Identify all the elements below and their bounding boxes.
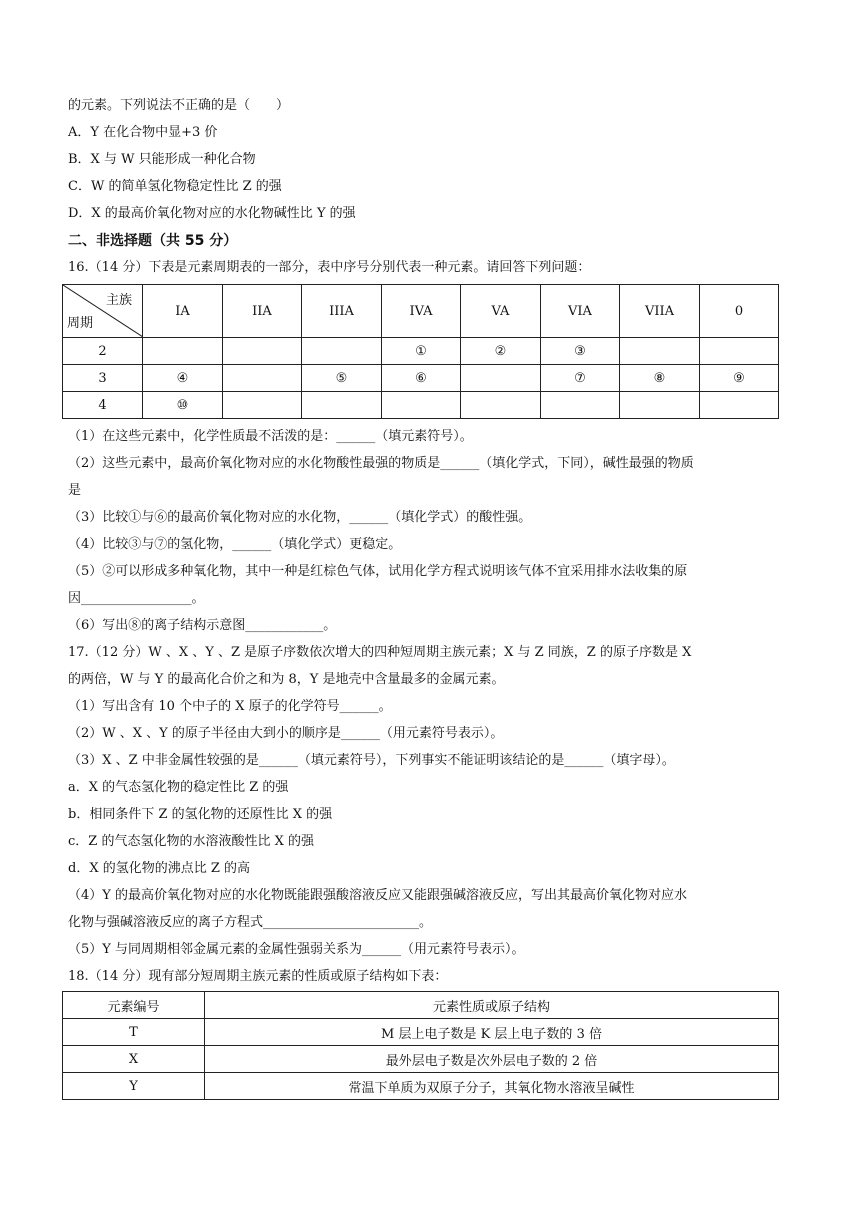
q15-option-a: A．Y 在化合物中显+3 价 xyxy=(68,125,218,140)
q16-sub-6: （6）写出⑧的离子结构示意图____________。 xyxy=(68,618,337,633)
element-cell xyxy=(223,338,302,365)
element-cell xyxy=(302,392,382,419)
corner-label-period: 周期 xyxy=(67,316,94,331)
element-cell xyxy=(620,392,700,419)
element-cell: ⑨ xyxy=(700,365,779,392)
q16-sub-5: （5）②可以形成多种氧化物，其中一种是红棕色气体，试用化学方程式说明该气体不宜采用排水法收集的原 xyxy=(68,564,688,579)
element-cell: ④ xyxy=(143,365,223,392)
group-header: 0 xyxy=(700,285,779,338)
table-corner-cell xyxy=(63,285,143,338)
element-cell: ③ xyxy=(541,338,620,365)
element-cell xyxy=(143,338,223,365)
group-header: IVA xyxy=(382,285,461,338)
q16-sub-4: （4）比较③与⑦的氢化物，______（填化学式）更稳定。 xyxy=(68,537,402,552)
element-cell xyxy=(302,338,382,365)
table-row xyxy=(63,338,779,365)
q16-sub-5-cont: 因_________________。 xyxy=(68,591,205,606)
element-cell xyxy=(461,392,541,419)
element-cell xyxy=(223,365,302,392)
element-cell xyxy=(541,392,620,419)
element-description: 常温下单质为双原子分子，其氧化物水溶液呈碱性 xyxy=(205,1073,779,1100)
element-cell: ⑥ xyxy=(382,365,461,392)
q17-sub-4-cont: 化物与强碱溶液反应的离子方程式________________________。 xyxy=(68,915,433,930)
q16-sub-1: （1）在这些元素中，化学性质最不活泼的是：______（填元素符号）。 xyxy=(68,429,473,444)
corner-label-group: 主族 xyxy=(105,293,132,308)
element-cell xyxy=(700,392,779,419)
period-label: 4 xyxy=(63,392,143,419)
q17-sub-2: （2）W 、X 、Y 的原子半径由大到小的顺序是______（用元素符号表示）。 xyxy=(68,726,504,741)
q17-option-c: c．Z 的气态氢化物的水溶液酸性比 X 的强 xyxy=(68,834,314,849)
q17-sub-3: （3）X 、Z 中非金属性较强的是______（填元素符号），下列事实不能证明该结论的是______（填字母）。 xyxy=(68,753,675,768)
table-row xyxy=(63,392,779,419)
q17-sub-1: （1）写出含有 10 个中子的 X 原子的化学符号______。 xyxy=(68,699,392,714)
group-header: IIIA xyxy=(302,285,382,338)
column-header: 元素性质或原子结构 xyxy=(205,992,779,1019)
element-cell xyxy=(700,338,779,365)
element-cell xyxy=(223,392,302,419)
element-id: X xyxy=(63,1046,205,1073)
q16-sub-2-cont: 是 xyxy=(68,483,82,498)
element-cell xyxy=(382,392,461,419)
table-row xyxy=(63,1073,779,1100)
q17-option-d: d．X 的氢化物的沸点比 Z 的高 xyxy=(68,861,251,876)
q17-stem: 17.（12 分）W 、X 、Y 、Z 是原子序数依次增大的四种短周期主族元素；X 与 Z 同族，Z 的原子序数是 X xyxy=(68,645,692,660)
period-label: 2 xyxy=(63,338,143,365)
column-header: 元素编号 xyxy=(63,992,205,1019)
q17-sub-5: （5）Y 与同周期相邻金属元素的金属性强弱关系为______（用元素符号表示）。 xyxy=(68,942,525,957)
element-cell: ⑦ xyxy=(541,365,620,392)
q16-sub-3: （3）比较①与⑥的最高价氧化物对应的水化物，______（填化学式）的酸性强。 xyxy=(68,510,532,525)
q16-stem: 16.（14 分）下表是元素周期表的一部分，表中序号分别代表一种元素。请回答下列问题： xyxy=(68,260,591,275)
q16-sub-2: （2）这些元素中，最高价氧化物对应的水化物酸性最强的物质是______（填化学式，下同），碱性最强的物质 xyxy=(68,456,694,471)
q17-option-a: a．X 的气态氢化物的稳定性比 Z 的强 xyxy=(68,780,289,795)
table-row xyxy=(63,1046,779,1073)
element-cell xyxy=(620,338,700,365)
element-cell: ⑤ xyxy=(302,365,382,392)
q17-option-b: b．相同条件下 Z 的氢化物的还原性比 X 的强 xyxy=(68,807,333,822)
q15-option-c: C．W 的简单氢化物稳定性比 Z 的强 xyxy=(68,179,282,194)
q15-option-b: B．X 与 W 只能形成一种化合物 xyxy=(68,152,256,167)
q17-stem-cont: 的两倍，W 与 Y 的最高化合价之和为 8，Y 是地壳中含量最多的金属元素。 xyxy=(68,672,505,687)
element-cell: ⑩ xyxy=(143,392,223,419)
periodic-table xyxy=(62,284,779,419)
table-row xyxy=(63,365,779,392)
element-description: M 层上电子数是 K 层上电子数的 3 倍 xyxy=(205,1019,779,1046)
element-cell xyxy=(461,365,541,392)
element-property-table xyxy=(62,991,779,1100)
table-row xyxy=(63,1019,779,1046)
q15-continuation: 的元素。下列说法不正确的是（ ） xyxy=(68,98,290,113)
q17-sub-4: （4）Y 的最高价氧化物对应的水化物既能跟强酸溶液反应又能跟强碱溶液反应，写出其最高价氧化物对应水 xyxy=(68,888,687,903)
q18-stem: 18.（14 分）现有部分短周期主族元素的性质或原子结构如下表： xyxy=(68,969,448,984)
group-header: VIA xyxy=(541,285,620,338)
element-cell: ① xyxy=(382,338,461,365)
element-description: 最外层电子数是次外层电子数的 2 倍 xyxy=(205,1046,779,1073)
group-header: VA xyxy=(461,285,541,338)
section-heading: 二、非选择题（共 55 分） xyxy=(68,233,238,249)
q15-option-d: D．X 的最高价氧化物对应的水化物碱性比 Y 的强 xyxy=(68,206,356,221)
element-id: T xyxy=(63,1019,205,1046)
element-cell: ② xyxy=(461,338,541,365)
group-header: VIIA xyxy=(620,285,700,338)
group-header: IA xyxy=(143,285,223,338)
element-id: Y xyxy=(63,1073,205,1100)
period-label: 3 xyxy=(63,365,143,392)
element-cell: ⑧ xyxy=(620,365,700,392)
group-header: IIA xyxy=(223,285,302,338)
